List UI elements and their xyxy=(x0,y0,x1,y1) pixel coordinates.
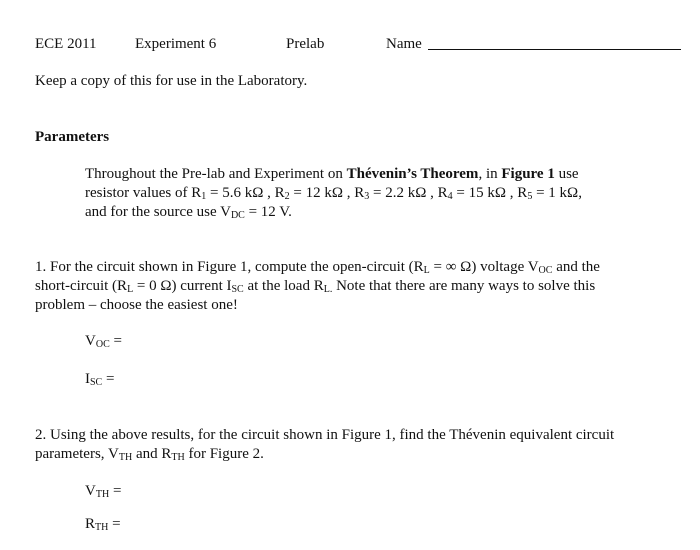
question-2-line-2: parameters, $V_{TH}$ and $R_{TH}$ for Figure 2. xyxy=(35,446,264,463)
course-label: ECE 2011 xyxy=(35,36,97,52)
parameters-line-1: Throughout the Pre-lab and Experiment on Thévenin’s Theorem, in Figure 1 use xyxy=(85,166,579,182)
resistor-r2: $R_2 = 12$ kΩ xyxy=(274,185,344,202)
resistor-r3: $R_3 = 2.2$ kΩ xyxy=(354,185,427,202)
prelab-label: Prelab xyxy=(286,36,325,52)
rth-answer[interactable]: $R_{TH}$ = xyxy=(85,516,121,533)
vth-answer[interactable]: $V_{TH}$ = xyxy=(85,483,122,500)
keep-copy-note: Keep a copy of this for use in the Laboratory. xyxy=(35,73,308,89)
question-1-line-2: short-circuit ($R_L = 0$ Ω) current $I_{SC}$ at the load $R_{L.}$ Note that there are many ways to solve this xyxy=(35,278,596,295)
parameters-line-3: and for the source use $V_{DC} = 12$ V. xyxy=(85,204,292,221)
question-1-line-1: 1. For the circuit shown in Figure 1, compute the open-circuit ($R_L$ = ∞ Ω) voltage $V_{OC}$ and the xyxy=(35,259,600,276)
voc-answer[interactable]: $V_{OC}$ = xyxy=(85,333,122,350)
question-2-line-1: 2. Using the above results, for the circuit shown in Figure 1, find the Thévenin equivalent circuit xyxy=(35,427,615,443)
name-label: Name xyxy=(386,36,422,52)
parameters-line-2: resistor values of $R_1 = 5.6$ kΩ , $R_2 = 12$ kΩ , $R_3 = 2.2$ kΩ , $R_4 = 15$ kΩ , $R_5 = 1$ kΩ, xyxy=(85,185,582,202)
resistor-r1: $R_1 = 5.6$ kΩ xyxy=(191,185,264,202)
experiment-label: Experiment 6 xyxy=(135,36,217,52)
isc-answer[interactable]: $I_{SC}$ = xyxy=(85,371,115,388)
question-1-line-3: problem – choose the easiest one! xyxy=(35,297,238,313)
resistor-r5: $R_5 = 1$ kΩ xyxy=(517,185,579,202)
resistor-r4: $R_4 = 15$ kΩ xyxy=(437,185,507,202)
parameters-heading: Parameters xyxy=(35,129,110,145)
name-input-line[interactable] xyxy=(428,49,681,50)
